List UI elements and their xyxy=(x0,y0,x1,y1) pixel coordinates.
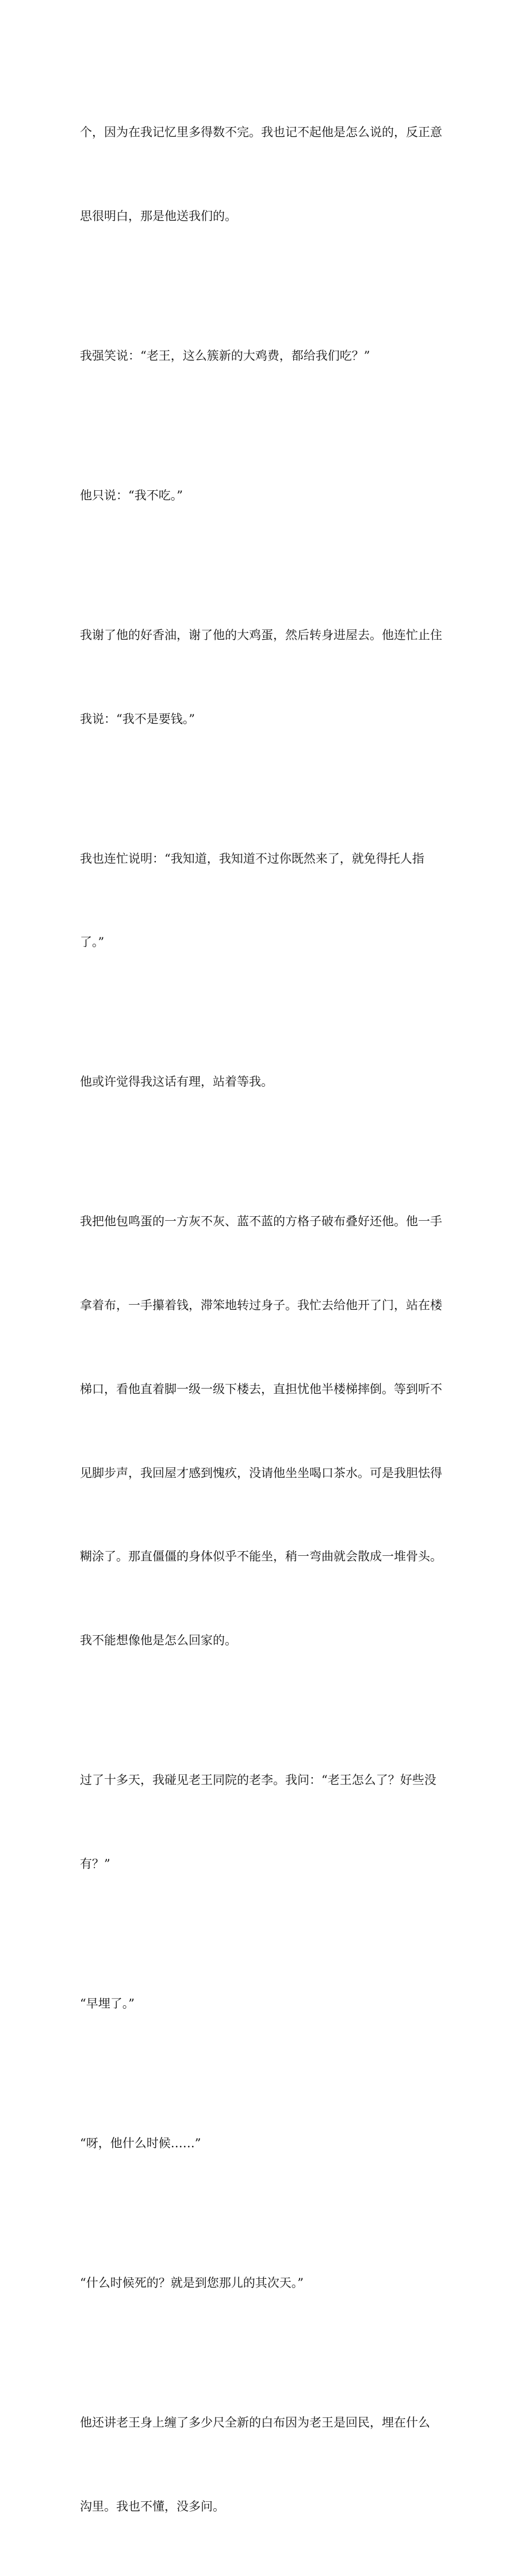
text-line: 有？” xyxy=(80,1857,110,1871)
text-line: 我说：“我不是要钱。” xyxy=(80,712,195,726)
paragraph xyxy=(80,2353,454,2576)
text-line: 我不能想像他是怎么回家的。 xyxy=(80,1633,237,1648)
text-line: “什么时候死的？就是到您那儿的其次天。” xyxy=(80,2275,304,2290)
text-line: “呀，他什么时候……” xyxy=(80,2136,201,2150)
text-line: 见脚步声，我回屋才感到愧疚，没请他坐坐喝口茶水。可是我胆怯得 xyxy=(80,1466,442,1480)
text-line: 过了十多天，我碰见老王同院的老李。我问：“老王怎么了？好些没 xyxy=(80,1773,436,1787)
text-line: 他或许觉得我这话有理，站着等我。 xyxy=(80,1075,273,1089)
paragraph xyxy=(80,566,454,789)
body-text xyxy=(80,63,454,2576)
text-line: 糊涂了。那直僵僵的身体似乎不能坐，稍一弯曲就会散成一堆骨头。 xyxy=(80,1550,442,1564)
paragraph xyxy=(80,426,454,566)
text-line: 我谢了他的好香油，谢了他的大鸡蛋，然后转身进屋去。他连忙止住 xyxy=(80,628,442,642)
text-line: “早埋了。” xyxy=(80,1996,135,2010)
paragraph xyxy=(80,1710,454,1934)
text-line: 了。” xyxy=(80,935,105,949)
paragraph xyxy=(80,789,454,1012)
text-line: 梯口，看他直着脚一级一级下楼去，直担忧他半楼梯摔倒。等到听不 xyxy=(80,1382,442,1396)
paragraph xyxy=(80,1012,454,1152)
paragraph xyxy=(80,2074,454,2213)
text-line: 他只说：“我不吃。” xyxy=(80,488,183,502)
paragraph xyxy=(80,2213,454,2353)
text-line: 拿着布，一手攥着钱，滞笨地转过身子。我忙去给他开了门，站在楼 xyxy=(80,1298,442,1313)
text-line: 个，因为在我记忆里多得数不完。我也记不起他是怎么说的，反正意 xyxy=(80,125,442,140)
paragraph xyxy=(80,1152,454,1710)
paragraph xyxy=(80,63,454,286)
text-line: 沟里。我也不懂，没多问。 xyxy=(80,2499,225,2513)
text-line: 他还讲老王身上缠了多少尺全新的白布因为老王是回民，埋在什么 xyxy=(80,2415,430,2429)
paragraph xyxy=(80,286,454,426)
text-line: 思很明白，那是他送我们的。 xyxy=(80,209,237,223)
text-line: 我强笑说：“老王，这么簇新的大鸡费，都给我们吃？” xyxy=(80,348,370,363)
text-line: 我把他包鸣蛋的一方灰不灰、蓝不蓝的方格子破布叠好还他。他一手 xyxy=(80,1214,442,1229)
paragraph xyxy=(80,1934,454,2074)
text-line: 我也连忙说明：“我知道，我知道不过你既然来了，就免得托人指 xyxy=(80,851,424,866)
